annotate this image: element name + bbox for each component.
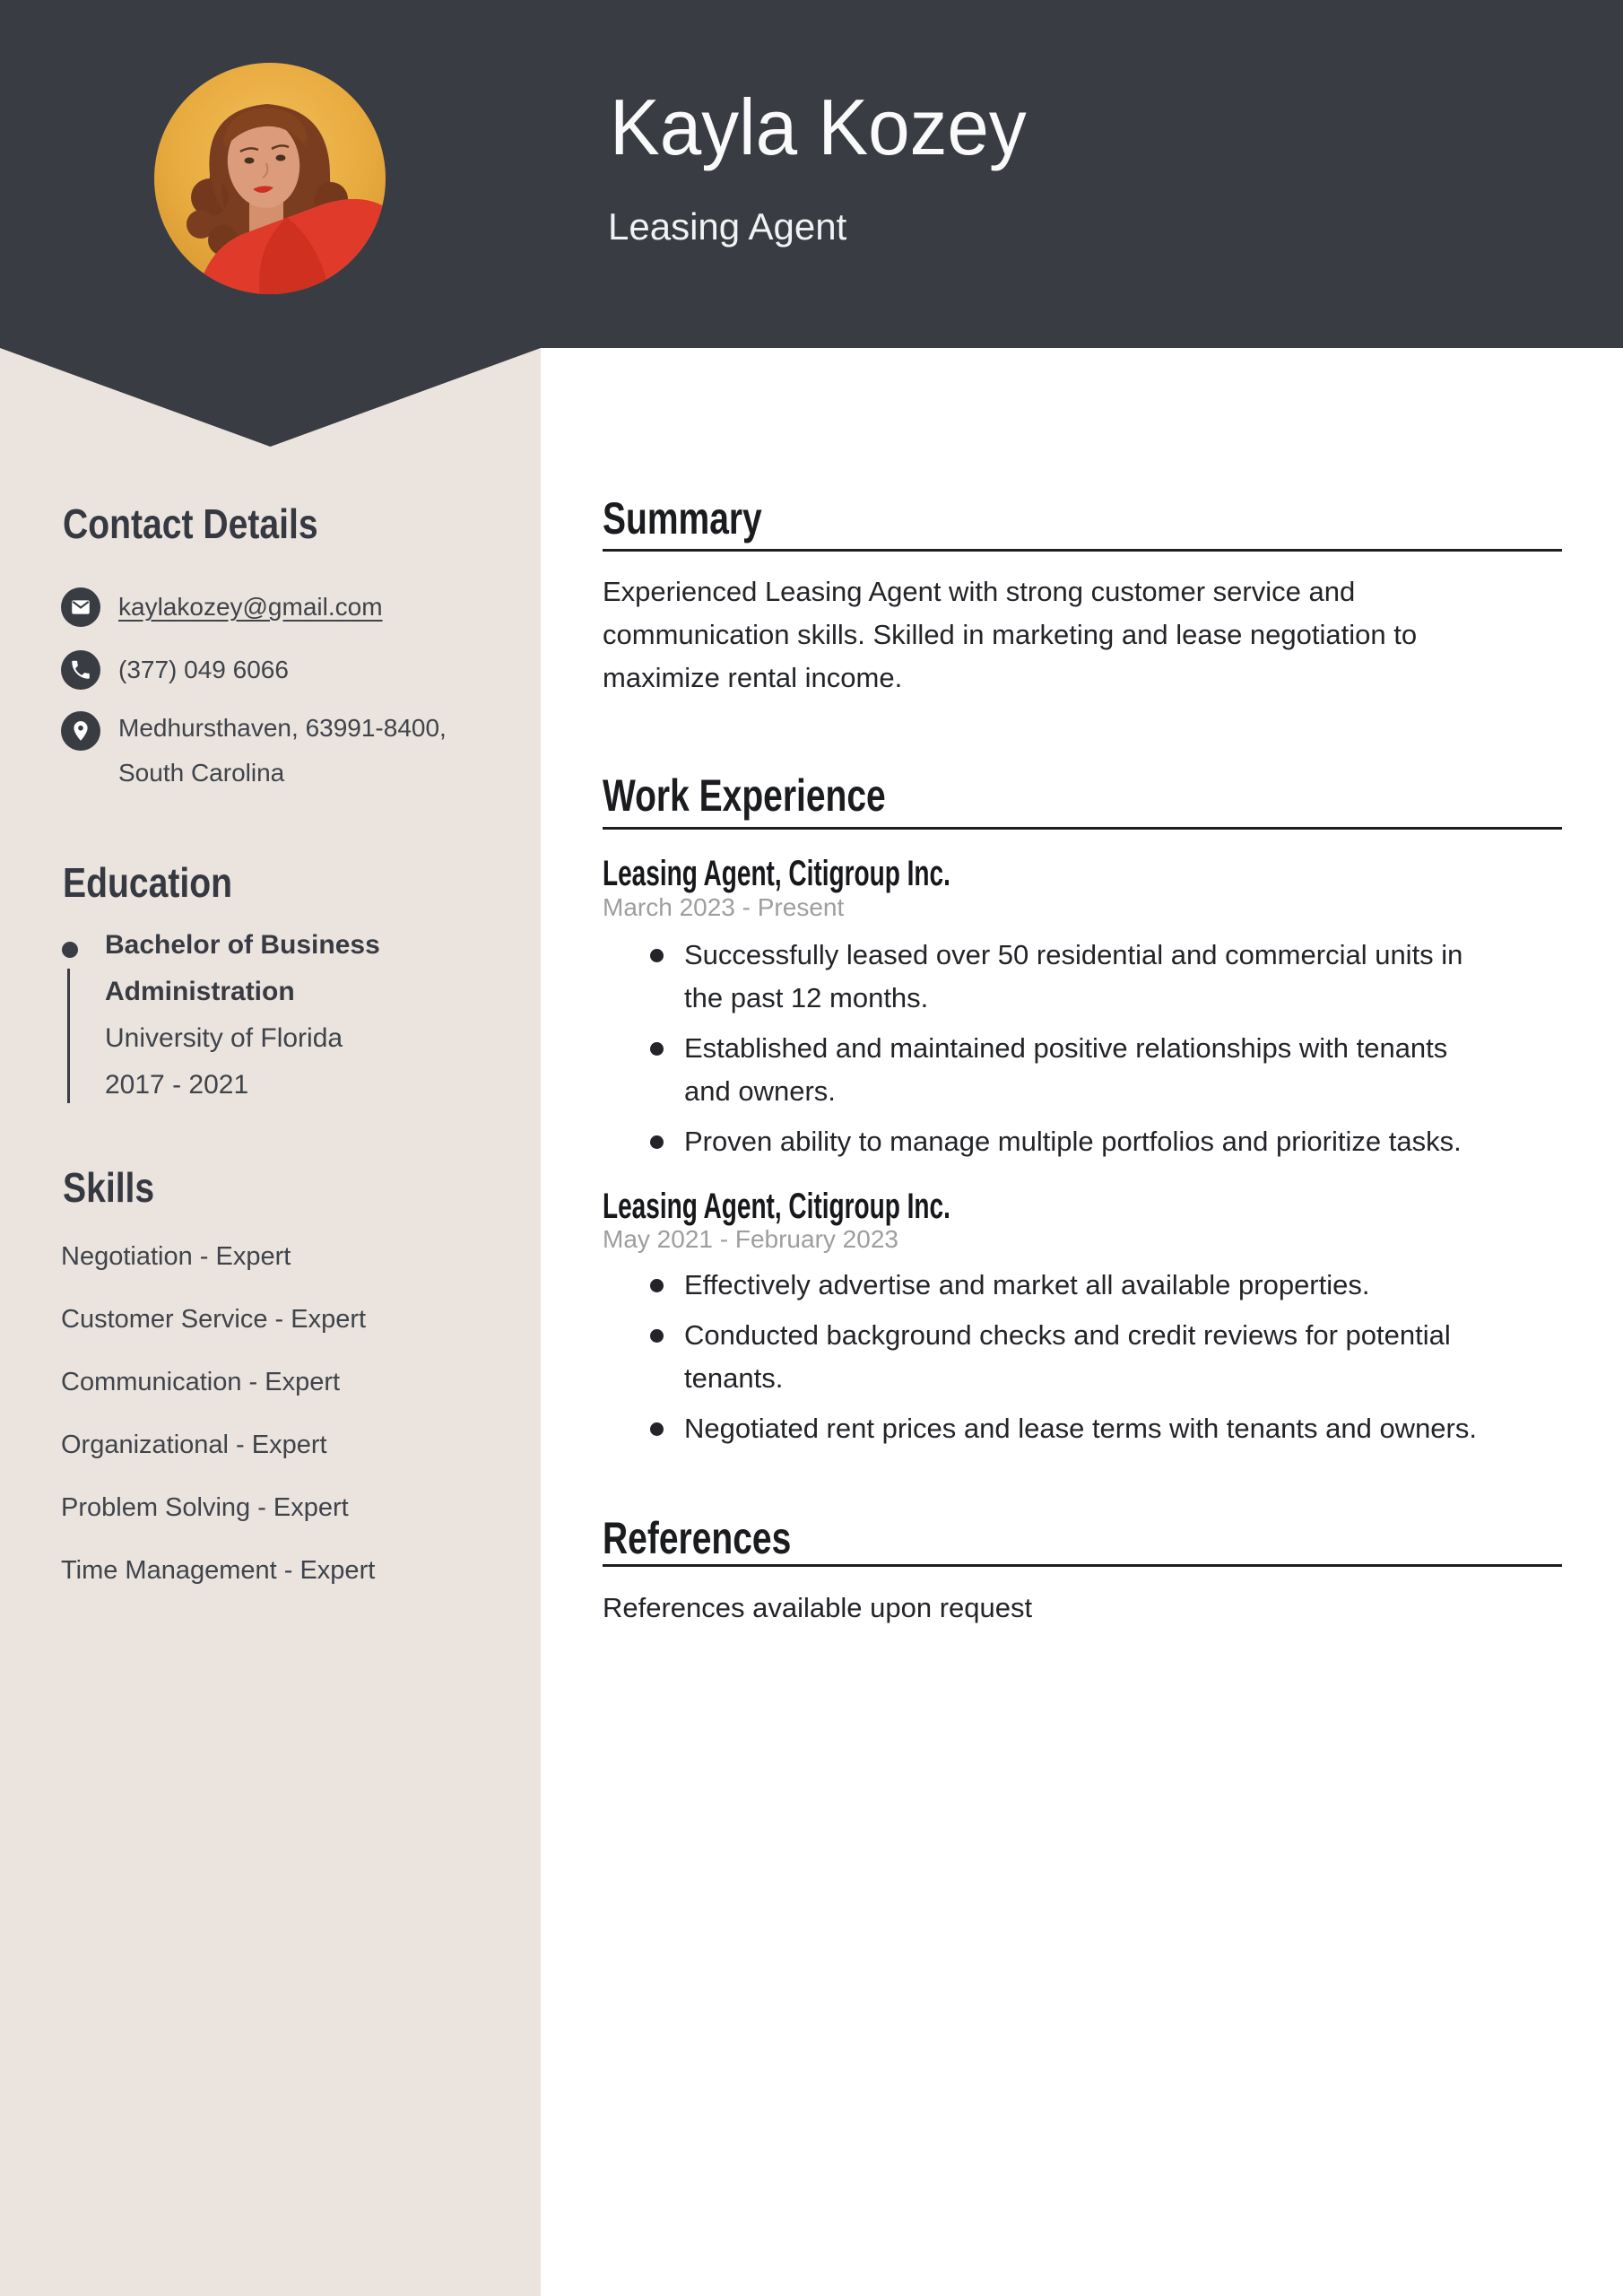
map-pin-icon [61, 711, 100, 751]
skills-list [61, 1225, 509, 1602]
profile-photo [154, 63, 386, 294]
job-title: Leasing Agent, Citigroup Inc. [603, 854, 950, 893]
education-timeline-line [67, 969, 70, 1103]
summary-heading-rule [603, 549, 1562, 552]
phone-handset-icon [61, 650, 100, 690]
job-title: Leasing Agent, Citigroup Inc. [603, 1187, 950, 1226]
education-degree: Bachelor of Business Administration [105, 930, 380, 1006]
references-text: References available upon request [603, 1592, 1033, 1623]
education-school: University of Florida [105, 1023, 343, 1053]
work-experience-heading-rule [603, 827, 1562, 830]
profile-photo-illustration [154, 63, 386, 294]
summary-text: Experienced Leasing Agent with strong customer service and communication skills. Skilled in marketing and lease negotiation to maximize rental income. [603, 576, 1418, 693]
job-bullet: Successfully leased over 50 residential and commercial units in the past 12 months. [603, 934, 1491, 1020]
contact-phone-row [61, 650, 289, 690]
education-dates: 2017 - 2021 [105, 1070, 249, 1100]
job-bullet-list [603, 1264, 1491, 1450]
person-name: Kayla Kozey [610, 83, 1027, 171]
job-bullet: Conducted background checks and credit reviews for potential tenants. [603, 1314, 1491, 1400]
summary-heading: Summary [603, 493, 762, 544]
email-link[interactable]: kaylakozey@gmail.com [118, 593, 383, 621]
skills-heading: Skills [63, 1164, 155, 1211]
education-heading: Education [63, 859, 232, 906]
skill-item: Negotiation - Expert [61, 1242, 291, 1271]
phone-number: (377) 049 6066 [118, 656, 289, 683]
references-heading-rule [603, 1564, 1562, 1567]
contact-details-heading: Contact Details [63, 500, 318, 547]
skill-item: Problem Solving - Expert [61, 1493, 349, 1522]
skill-item: Communication - Expert [61, 1368, 341, 1396]
job-bullet: Established and maintained positive relationships with tenants and owners. [603, 1027, 1491, 1113]
education-item [105, 922, 392, 1109]
skill-item: Organizational - Expert [61, 1431, 327, 1459]
skill-item: Customer Service - Expert [61, 1305, 367, 1334]
job-bullet-list [603, 934, 1491, 1163]
person-job-title: Leasing Agent [608, 205, 847, 248]
address-text: Medhursthaven, 63991-8400, South Carolina [118, 714, 447, 787]
contact-address-row [61, 711, 459, 796]
education-timeline-dot [62, 942, 78, 958]
work-experience-heading: Work Experience [603, 770, 886, 821]
contact-email-row [61, 587, 383, 627]
references-heading: References [603, 1513, 792, 1563]
skill-item: Time Management - Expert [61, 1556, 376, 1585]
job-bullet: Effectively advertise and market all available properties. [603, 1264, 1491, 1307]
envelope-icon [61, 587, 100, 627]
job-dates: March 2023 - Present [603, 893, 845, 921]
job-bullet: Proven ability to manage multiple portfolios and prioritize tasks. [603, 1120, 1491, 1163]
job-dates: May 2021 - February 2023 [603, 1225, 898, 1253]
job-bullet: Negotiated rent prices and lease terms with tenants and owners. [603, 1407, 1491, 1450]
